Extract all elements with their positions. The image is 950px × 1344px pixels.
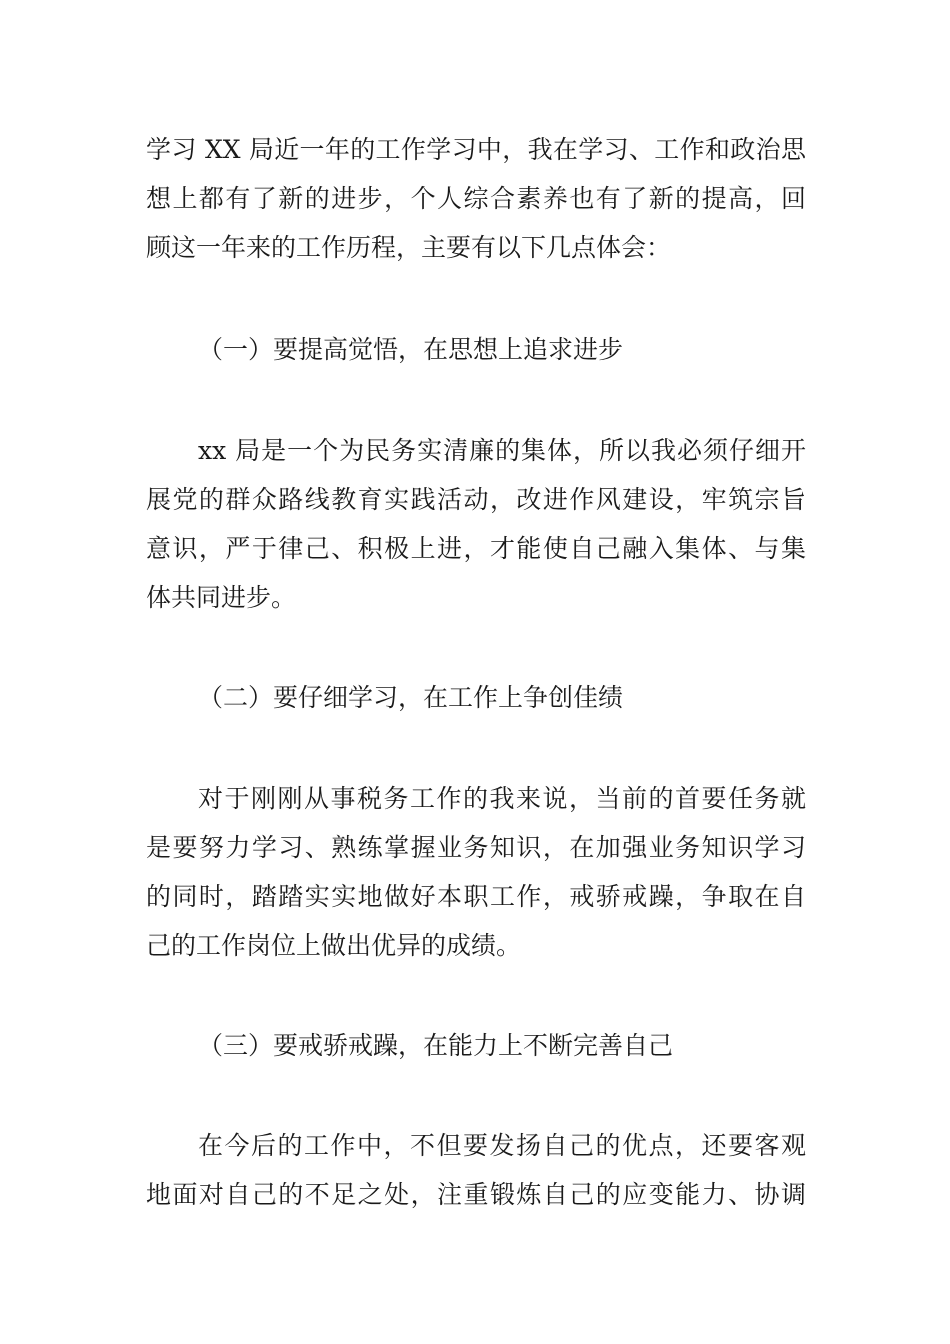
intro-line-3: 顾这一年来的工作历程，主要有以下几点体会：	[146, 233, 672, 262]
section-3-line-2: 地面对自己的不足之处，注重锻炼自己的应变能力、协调	[146, 1180, 806, 1209]
section-1-line-1: xx 局是一个为民务实清廉的集体，所以我必须仔细开	[198, 436, 806, 465]
section-1-line-4: 体共同进步。	[146, 583, 297, 612]
intro-line-2: 想上都有了新的进步，个人综合素养也有了新的提高，回	[146, 184, 806, 213]
section-2-line-1: 对于刚刚从事税务工作的我来说，当前的首要任务就	[198, 784, 806, 813]
section-3-line-1: 在今后的工作中，不但要发扬自己的优点，还要客观	[198, 1131, 806, 1160]
section-1-line-3: 意识，严于律己、积极上进，才能使自己融入集体、与集	[146, 534, 806, 563]
section-2-line-3: 的同时，踏踏实实地做好本职工作，戒骄戒躁，争取在自	[146, 882, 806, 911]
section-2-heading: （二）要仔细学习，在工作上争创佳绩	[198, 683, 624, 712]
intro-line-1: 学习 XX 局近一年的工作学习中，我在学习、工作和政治思	[146, 135, 806, 164]
section-3-heading: （三）要戒骄戒躁，在能力上不断完善自己	[198, 1031, 674, 1060]
section-1-heading: （一）要提高觉悟，在思想上追求进步	[198, 335, 624, 364]
section-1-line-2: 展党的群众路线教育实践活动，改进作风建设，牢筑宗旨	[146, 485, 806, 514]
section-2-line-2: 是要努力学习、熟练掌握业务知识，在加强业务知识学习	[146, 833, 806, 862]
section-2-line-4: 己的工作岗位上做出优异的成绩。	[146, 931, 522, 960]
